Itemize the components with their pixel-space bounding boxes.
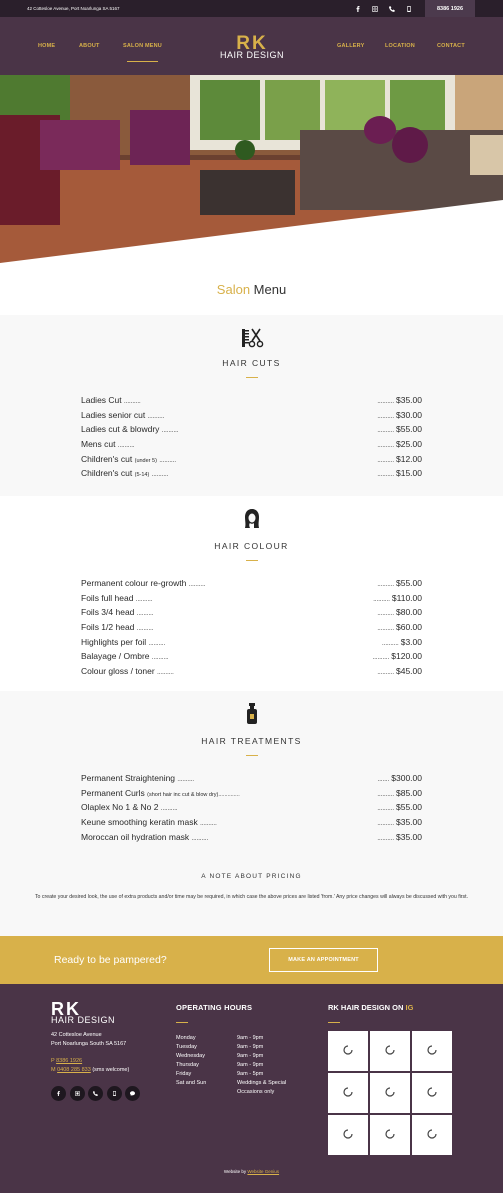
footer-address-line-1: 42 Cottesloe Avenue xyxy=(51,1032,102,1038)
loading-spinner-icon xyxy=(343,1126,353,1144)
instagram-heading-text: RK HAIR DESIGN ON xyxy=(328,1003,404,1012)
price-dots: .......... xyxy=(377,443,394,450)
hours-day: Sat and Sun xyxy=(176,1080,207,1086)
hours-day xyxy=(176,1088,237,1097)
price-row xyxy=(81,634,422,649)
hours-time: 9am - 9pm xyxy=(237,1062,264,1068)
hours-day: Tuesday xyxy=(176,1044,197,1050)
price-row xyxy=(81,591,422,606)
price-value: $80.00 xyxy=(396,607,422,618)
price-row xyxy=(81,664,422,679)
price-label: Children's cut xyxy=(81,453,133,464)
footer-logo-text: HAIR DESIGN xyxy=(51,1015,116,1025)
hero-salon-photo xyxy=(0,75,503,265)
loading-spinner-icon xyxy=(427,1084,437,1102)
pricing-note-heading: A NOTE ABOUT PRICING xyxy=(201,872,302,880)
loading-spinner-icon xyxy=(427,1126,437,1144)
loading-spinner-icon xyxy=(343,1042,353,1060)
price-label: Foils full head xyxy=(81,592,134,603)
price-dots: .......... xyxy=(161,428,179,435)
operating-hours-list xyxy=(176,1034,286,1097)
section-hair-treatments xyxy=(0,691,503,936)
price-row xyxy=(81,422,422,437)
price-row xyxy=(81,605,422,620)
hours-row xyxy=(176,1088,286,1097)
hours-row xyxy=(176,1061,286,1070)
instagram-tile[interactable] xyxy=(412,1073,452,1113)
page-title-rest: Menu xyxy=(253,282,287,297)
price-value: $35.00 xyxy=(396,395,422,406)
facebook-icon[interactable] xyxy=(51,1086,66,1101)
footer-logo-rk: RK xyxy=(51,999,81,1019)
section-title: HAIR COLOUR xyxy=(214,541,289,551)
price-value: $300.00 xyxy=(391,773,422,784)
price-dots: .......... xyxy=(188,582,206,589)
comb-scissors-icon xyxy=(240,327,264,354)
cta-text: Ready to be pampered? xyxy=(54,954,167,966)
hours-time: 9am - 9pm xyxy=(237,1035,264,1041)
loading-spinner-icon xyxy=(385,1126,395,1144)
price-value: $85.00 xyxy=(396,787,422,798)
phone-prefix: P xyxy=(51,1058,55,1064)
hours-day: Thursday xyxy=(176,1062,199,1068)
instagram-tile[interactable] xyxy=(370,1073,410,1113)
footer-social xyxy=(51,1086,140,1101)
hours-row xyxy=(176,1052,286,1061)
logo-text: HAIR DESIGN xyxy=(219,50,284,60)
hours-row xyxy=(176,1034,286,1043)
hours-row xyxy=(176,1079,286,1088)
hours-time: Occasions only xyxy=(237,1089,275,1095)
footer-credit xyxy=(0,1169,503,1174)
instagram-icon[interactable] xyxy=(366,0,383,17)
hours-day: Wednesday xyxy=(176,1053,205,1059)
price-value: $110.00 xyxy=(391,592,422,603)
nav-contact[interactable]: CONTACT xyxy=(437,43,465,49)
price-row xyxy=(81,576,422,591)
hours-time: 9am - 9pm xyxy=(237,1053,264,1059)
price-label: Highlights per foil xyxy=(81,636,147,647)
price-dots: .......... xyxy=(191,835,209,842)
operating-hours-heading: OPERATING HOURS xyxy=(176,1003,253,1012)
footer-address xyxy=(51,1031,126,1049)
price-dots: .......... xyxy=(136,626,154,633)
page-title-gold: Salon xyxy=(216,282,251,297)
price-dots: .......... xyxy=(159,457,176,464)
logo-rk: RK xyxy=(236,33,268,54)
price-row xyxy=(81,466,422,481)
price-dots: .......... xyxy=(377,582,394,589)
nav-home[interactable]: HOME xyxy=(38,43,56,49)
price-label: Children's cut xyxy=(81,468,133,479)
price-row xyxy=(81,786,422,801)
section-divider xyxy=(246,377,258,378)
price-dots: .......... xyxy=(377,669,394,676)
loading-spinner-icon xyxy=(385,1042,395,1060)
price-dots: .......... xyxy=(117,443,135,450)
price-value: $120.00 xyxy=(391,651,422,662)
mobile-prefix: M xyxy=(51,1067,56,1073)
facebook-icon[interactable] xyxy=(349,0,366,17)
price-label: Permanent Curls xyxy=(81,787,145,798)
price-row xyxy=(81,437,422,452)
section-divider xyxy=(246,755,258,756)
price-dots: .......... xyxy=(177,777,195,784)
mobile-note: (sms welcome) xyxy=(92,1067,130,1073)
top-bar xyxy=(0,0,503,17)
instagram-tile[interactable] xyxy=(370,1031,410,1071)
hours-day: Monday xyxy=(176,1035,196,1041)
price-value: $45.00 xyxy=(396,665,422,676)
price-list-hair-treatments xyxy=(0,771,503,844)
instagram-tile[interactable] xyxy=(412,1031,452,1071)
price-dots: .......... xyxy=(136,611,154,618)
price-dots: .......... xyxy=(377,611,394,618)
price-label: Foils 3/4 head xyxy=(81,607,135,618)
price-dots: .......... xyxy=(377,428,394,435)
price-dots: .......... xyxy=(382,640,399,647)
price-label: Mens cut xyxy=(81,439,116,450)
price-row xyxy=(81,800,422,815)
price-label-note: (under 5) xyxy=(134,457,157,464)
hours-time: 9am - 5pm xyxy=(237,1071,264,1077)
price-row xyxy=(81,829,422,844)
footer-logo[interactable] xyxy=(51,999,116,1026)
price-label: Ladies Cut xyxy=(81,395,122,406)
price-dots: .......... xyxy=(200,821,217,828)
chat-icon[interactable] xyxy=(125,1086,140,1101)
price-value: $25.00 xyxy=(396,439,422,450)
price-dots: .......... xyxy=(377,626,394,633)
hours-row xyxy=(176,1070,286,1079)
price-list-hair-cuts xyxy=(0,393,503,481)
price-row xyxy=(81,815,422,830)
top-bar-right xyxy=(349,0,475,17)
instagram-divider xyxy=(328,1022,340,1023)
instagram-tile[interactable] xyxy=(412,1115,452,1155)
price-label: Permanent colour re-growth xyxy=(81,578,187,589)
mobile-icon[interactable] xyxy=(400,0,417,17)
footer-address-line-2: Port Noarlunga South SA 5167 xyxy=(51,1041,127,1047)
nav-about[interactable]: ABOUT xyxy=(79,43,100,49)
price-row xyxy=(81,393,422,408)
price-label: Moroccan oil hydration mask xyxy=(81,831,190,842)
loading-spinner-icon xyxy=(343,1084,353,1102)
price-dots: .......... xyxy=(135,596,153,603)
price-dots: .......... xyxy=(377,791,394,798)
price-label-note: (5-14) xyxy=(134,472,150,479)
price-list-hair-colour xyxy=(0,576,503,678)
instagram-tile[interactable] xyxy=(328,1115,368,1155)
section-hair-cuts xyxy=(0,315,503,496)
price-row xyxy=(81,408,422,423)
instagram-tile[interactable] xyxy=(370,1115,410,1155)
price-dots: ....... xyxy=(377,777,390,784)
price-value: $60.00 xyxy=(396,622,422,633)
nav-gallery[interactable]: GALLERY xyxy=(337,43,365,49)
price-dots: .......... xyxy=(377,821,394,828)
price-dots: .......... xyxy=(157,669,174,676)
treatment-bottle-icon xyxy=(245,703,259,730)
price-dots: .......... xyxy=(151,472,169,479)
page-title xyxy=(0,282,503,315)
footer-phones xyxy=(51,1057,129,1075)
price-value: $12.00 xyxy=(396,453,422,464)
price-value: $55.00 xyxy=(396,424,422,435)
instagram-heading xyxy=(328,1003,413,1012)
price-row xyxy=(81,620,422,635)
top-phone-link[interactable]: 8386 1926 xyxy=(425,0,475,17)
instagram-grid xyxy=(328,1031,452,1155)
price-value: $35.00 xyxy=(396,831,422,842)
instagram-tile[interactable] xyxy=(328,1073,368,1113)
price-value: $30.00 xyxy=(396,409,422,420)
section-title: HAIR CUTS xyxy=(222,358,281,368)
phone-icon[interactable] xyxy=(88,1086,103,1101)
main-nav xyxy=(0,17,503,75)
price-label: Permanent Straightening xyxy=(81,773,176,784)
price-value: $55.00 xyxy=(396,578,422,589)
hours-time: Weddings & Special xyxy=(237,1080,287,1086)
nav-active-indicator xyxy=(127,61,158,62)
loading-spinner-icon xyxy=(385,1084,395,1102)
footer xyxy=(0,984,503,1193)
pricing-note-text: To create your desired look, the use of extra products and/or time may be required, in which case the above prices are listed 'from.' Any price changes will always be discussed with you first. xyxy=(34,893,469,900)
section-hair-colour xyxy=(0,496,503,691)
price-label: Foils 1/2 head xyxy=(81,622,135,633)
phone-icon[interactable] xyxy=(383,0,400,17)
instagram-heading-gold: IG xyxy=(405,1003,414,1012)
price-dots: .......... xyxy=(148,640,166,647)
price-dots: .......... xyxy=(151,655,169,662)
price-value: $35.00 xyxy=(396,817,422,828)
price-dots: .......... xyxy=(372,655,390,662)
price-dots: .......... xyxy=(377,399,394,406)
hours-divider xyxy=(176,1022,188,1023)
cta-banner xyxy=(0,936,503,984)
credit-link[interactable]: Website Genius xyxy=(247,1169,280,1174)
top-address: 42 Cottesloe Avenue, Port Noarlunga SA 5167 xyxy=(27,6,120,11)
price-label-note: (short hair inc cut & blow dry).............. xyxy=(147,791,240,798)
price-label: Ladies senior cut xyxy=(81,409,146,420)
instagram-icon[interactable] xyxy=(70,1086,85,1101)
price-label: Colour gloss / toner xyxy=(81,665,155,676)
price-label: Olaplex No 1 & No 2 xyxy=(81,802,159,813)
price-value: $55.00 xyxy=(396,802,422,813)
price-value: $3.00 xyxy=(400,636,422,647)
hours-day: Friday xyxy=(176,1071,192,1077)
footer-phone-link[interactable]: 8386 1926 xyxy=(56,1058,83,1064)
price-dots: .......... xyxy=(377,413,394,420)
woman-head-icon xyxy=(242,508,262,535)
instagram-tile[interactable] xyxy=(328,1031,368,1071)
nav-salon-menu[interactable]: SALON MENU xyxy=(123,43,162,49)
hours-time: 9am - 9pm xyxy=(237,1044,264,1050)
price-row xyxy=(81,451,422,466)
site-logo[interactable] xyxy=(211,33,293,60)
price-dots: .......... xyxy=(377,806,394,813)
price-dots: .......... xyxy=(160,806,178,813)
price-dots: .......... xyxy=(373,596,390,603)
loading-spinner-icon xyxy=(427,1042,437,1060)
price-label: Keune smoothing keratin mask xyxy=(81,817,198,828)
section-title: HAIR TREATMENTS xyxy=(201,736,302,746)
price-row xyxy=(81,649,422,664)
price-label: Ladies cut & blowdry xyxy=(81,424,160,435)
price-label: Balayage / Ombre xyxy=(81,651,150,662)
price-dots: .......... xyxy=(377,457,394,464)
section-divider xyxy=(246,560,258,561)
footer-mobile-link[interactable]: 0408 285 833 xyxy=(57,1067,91,1073)
price-dots: .......... xyxy=(377,472,394,479)
make-appointment-button[interactable]: MAKE AN APPOINTMENT xyxy=(269,948,378,972)
nav-location[interactable]: LOCATION xyxy=(385,43,415,49)
mobile-icon[interactable] xyxy=(107,1086,122,1101)
price-dots: .......... xyxy=(124,399,141,406)
price-dots: .......... xyxy=(147,413,165,420)
credit-text: Website by xyxy=(223,1169,247,1174)
price-value: $15.00 xyxy=(396,468,422,479)
price-row xyxy=(81,771,422,786)
price-dots: .......... xyxy=(377,835,394,842)
hours-row xyxy=(176,1043,286,1052)
